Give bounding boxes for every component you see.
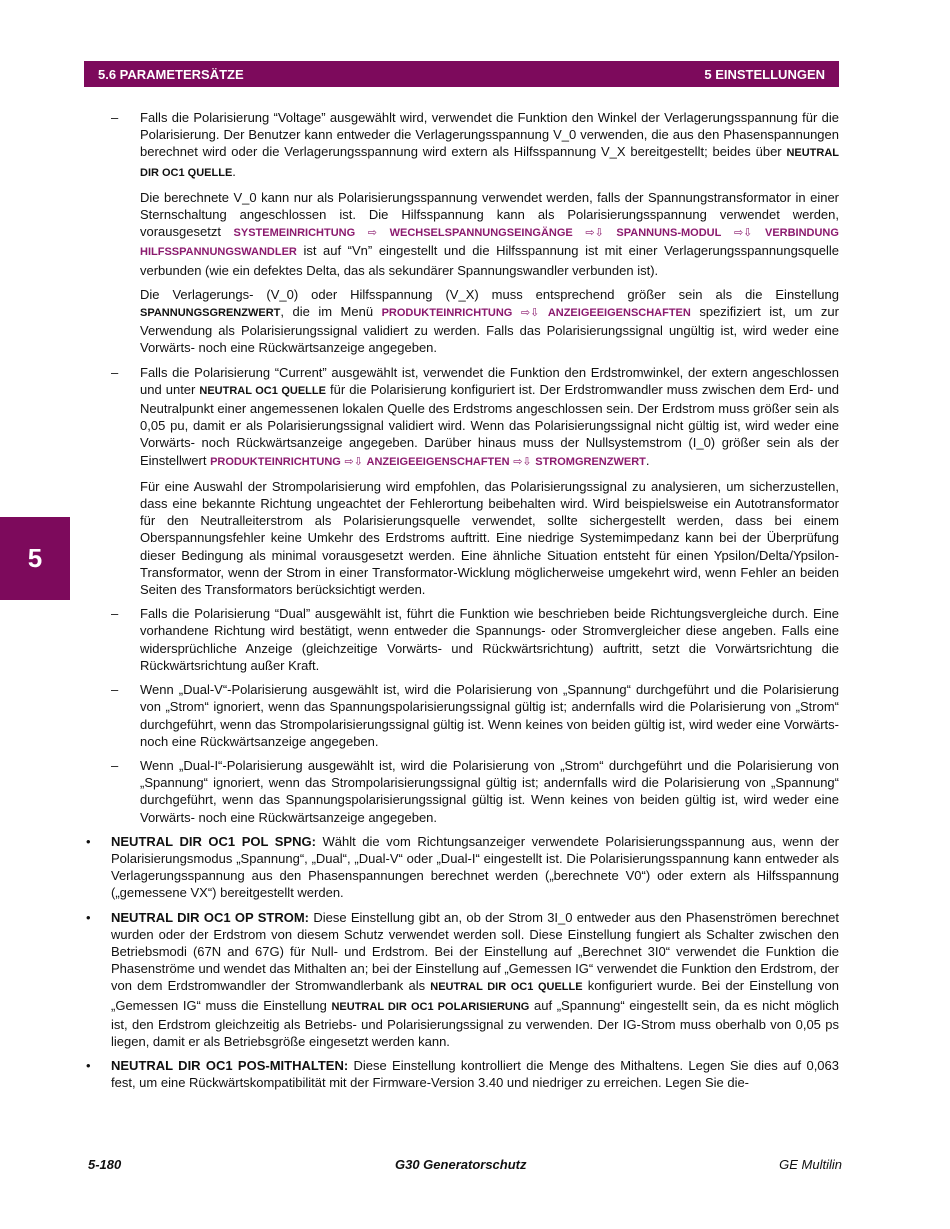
- dash-item-dual: – Falls die Polarisierung “Dual” ausgewählt ist, führt die Funktion wie beschrieben beide Richtungsvergleiche durch. Eine vorhandene Richtung wird bestätigt, wenn entweder die Spannungs- oder Stromvergleicher diese angeben. Falls eine widersprüchliche Anzeige (gleichzeitige Vorwärts- und Rückwärtsrichtung) auftritt, setzt die Vorwärtsrichtung die Rückwärtsrichtung außer Kraft.: [111, 606, 839, 673]
- page-body: [84, 109, 839, 1099]
- arrow-icon: ⇨⇩: [520, 307, 540, 320]
- menu-path: PRODUKTEINRICHTUNG: [210, 455, 341, 468]
- menu-path: SYSTEMEINRICHTUNG: [233, 227, 356, 240]
- dash-item-current: – Falls die Polarisierung “Current” ausgewählt ist, verwendet die Funktion den Erdstromwinkel, der extern angeschlossen und unter NEUTRAL OC1 QUELLE für die Polarisierung konfiguriert ist. Der Erdstromwandler muss zwischen dem Erd- und Neutralpunkt einer angemessenen lokalen Quelle des Erdstroms angeschlossen sein. Der Erdstrom muss größer sein als 0,05 pu, damit er als Polarisierungssignal validiert wird. Wenn das Polarisierungssignal nicht gültig ist, wird weder eine Vorwärts- noch Rückwärtsanzeige angegeben. Darüber hinaus muss der Nullsystemstrom (I_0) größer sein als der Einstellwert PRODUKTEINRICHTUNG ⇨⇩ ANZEIGEEIGENSCHAFTEN ⇨⇩ STROMGRENZWERT.: [111, 364, 840, 468]
- paragraph-voltage-threshold: Die Verlagerungs- (V_0) oder Hilfsspannung (V_X) muss entsprechend größer sein als die Einstellung SPANNUNGSGRENZWERT, die im Menü PRODUKTEINRICHTUNG ⇨⇩ ANZEIGEEIGENSCHAFTEN spezifiziert ist, um zur Verwendung als Polarisierungssignal validiert zu werden. Falls das Polarisierungssignal ungültig ist, wird weder eine Vorwärts- noch eine Rückwärtsanzeige angegeben.: [140, 286, 839, 356]
- company-name: GE Multilin: [779, 1157, 842, 1172]
- arrow-icon: ⇨⇩: [733, 227, 753, 240]
- arrow-icon: ⇨⇩: [513, 455, 532, 468]
- bullet-op-strom: • NEUTRAL DIR OC1 OP STROM: Diese Einstellung gibt an, ob der Strom 3I_0 entweder aus den Phasenströmen berechnet wurden oder der Erdstrom von diesem Schutz verwendet werden soll. Diese Einstellung fungiert als Schalter zwischen den Betriebsmodi (67N and 67G) für Null- und Erdstrom. Bei der Einstellung auf „Berechnet 3I0“ verwendet die Funktion die Phasenströme und wendet das Mithalten an; bei der Einstellung auf „Gemessen IG“ verwendet die Funktion den Erdstrom, der von dem Erdstromwandler der Stromwandlerbank als NEUTRAL DIR OC1 QUELLE konfiguriert wurde. Bei der Einstellung von „Gemessen IG“ muss die Einstellung NEUTRAL DIR OC1 POLARISIERUNG auf „Spannung“ eingestellt sein, da es nicht möglich ist, den Erdstrom gleichzeitig als Betriebs- und Polarisierungssignal zu verwenden. Der IG-Strom muss oberhalb von 0,05 ps liegen, damit er als Betriebsgröße eingesetzt werden kann.: [86, 909, 840, 1049]
- bullet-pol-spng: • NEUTRAL DIR OC1 POL SPNG: Wählt die vom Richtungsanzeiger verwendete Polarisierungsspannung aus, wenn der Polarisierungsmodus „Spannung“, „Dual“, „Dual-V“ oder „Dual-I“ eingestellt ist. Die Polarisierungsspannung kann entweder als Verlagerungsspannung aus den Phasenspannungen berechnet werden („berechnete V0“) oder extern als Hilfsspannung („gemessene VX“) bereitgestellt werden.: [86, 833, 839, 901]
- setting-name: NEUTRAL DIR OC1 POS-MITHALTEN:: [111, 1058, 349, 1074]
- chapter-title: 5 EINSTELLUNGEN: [704, 67, 825, 82]
- chapter-tab: 5: [0, 517, 70, 600]
- bullet-pos-mithalten: • NEUTRAL DIR OC1 POS-MITHALTEN: Diese Einstellung kontrolliert die Menge des Mithaltens. Legen Sie dies auf 0,063 fest, um eine Rückwärtskompatibilität mit der Firmware-Version 3.40 und niedriger zu erreichen. Legen Sie die-: [86, 1058, 839, 1091]
- arrow-icon: ⇨⇩: [344, 455, 363, 468]
- product-name: G30 Generatorschutz: [395, 1157, 527, 1172]
- paragraph-current-polarization: Für eine Auswahl der Strompolarisierung wird empfohlen, das Polarisierungssignal zu analysieren, um sicherzustellen, dass eine bekannte Richtung ungeachtet der Fehlerortung beibehalten wird. Wird beispielsweise ein Autotransformator für den Neutralleiterstrom als Polarisierungsquelle verwendet, sollte sichergestellt werden, dass bei einem Oberspannungsfehler keine Umkehr des Erdstroms auftritt. Eine niedrige Systemimpedanz kann bei der Überprüfung dieser Bedingung als minimal vorausgesetzt werden. Eine ähnliche Situation entsteht für einen Ypsilon/Delta/Ypsilon-Transformator, wenn der Strom in einer Transformator-Wicklung möglicherweise umgekehrt wird, wenn Fehler an beiden Seiten des Transformators berücksichtigt werden.: [140, 478, 839, 598]
- setting-name: NEUTRAL DIR OC1 POL SPNG:: [111, 833, 316, 849]
- paragraph-calculated-v0: Die berechnete V_0 kann nur als Polarisierungsspannung verwendet werden, falls der Spannungstransformator in einer Sternschaltung angeschlossen ist. Die Hilfsspannung kann als Polarisierungsspannung verwendet werden, vorausgesetzt SYSTEMEINRICHTUNG ⇨ WECHSELSPANNUNGSEINGÄNGE ⇨⇩ SPANNUNS-MODUL ⇨⇩ VERBINDUNG HILFSSPANNUNGSWANDLER ist auf “Vn” eingestellt und die Hilfsspannung ist mit einer Verlagerungsspannungsquelle verbunden (wie ein defektes Delta, das als sekundärer Spannungswandler verbunden ist).: [140, 189, 839, 278]
- section-title: 5.6 PARAMETERSÄTZE: [98, 67, 244, 82]
- dash-item-voltage: – Falls die Polarisierung “Voltage” ausgewählt wird, verwendet die Funktion den Winkel der Verlagerungsspannung für die Polarisierung. Der Benutzer kann entweder die Verlagerungsspannung V_0 verwenden, die aus den Phasenspannungen berechnet wird oder die Verlagerungsspannung wird extern als Hilfsspannung V_X bereitgestellt; beides über NEUTRAL DIR OC1 QUELLE.: [111, 110, 839, 179]
- arrow-icon: ⇨: [367, 227, 377, 240]
- arrow-icon: ⇨⇩: [585, 227, 604, 240]
- dash-item-dual-v: – Wenn „Dual-V“-Polarisierung ausgewählt ist, wird die Polarisierung von „Spannung“ durchgeführt und die Polarisierung von „Strom“ ignoriert, wenn das Spannungspolarisierungssignal gültig ist; andernfalls wird die Polarisierung von „Strom“ durchgeführt, wenn das Strompolarisierungssignal gültig ist. Wenn keines von beiden gültig ist, wird weder eine Vorwärts- noch eine Rückwärtsanzeige angegeben.: [111, 682, 839, 749]
- menu-path: PRODUKTEINRICHTUNG: [381, 307, 513, 320]
- dash-item-dual-i: – Wenn „Dual-I“-Polarisierung ausgewählt ist, wird die Polarisierung von „Strom“ durchgeführt und die Polarisierung von „Spannung“ ignoriert, wenn das Strompolarisierungssignal gültig ist; andernfalls wird die Polarisierung von „Spannung“ durchgeführt, wenn das Spannungspolarisierungssignal gültig ist. Wenn keines von beiden gültig ist, wird weder eine Vorwärts- noch eine Rückwärtsanzeige angegeben.: [111, 757, 839, 825]
- setting-name: NEUTRAL DIR OC1 OP STROM:: [111, 909, 310, 925]
- page-number: 5-180: [88, 1157, 122, 1172]
- section-header-bar: [84, 61, 839, 87]
